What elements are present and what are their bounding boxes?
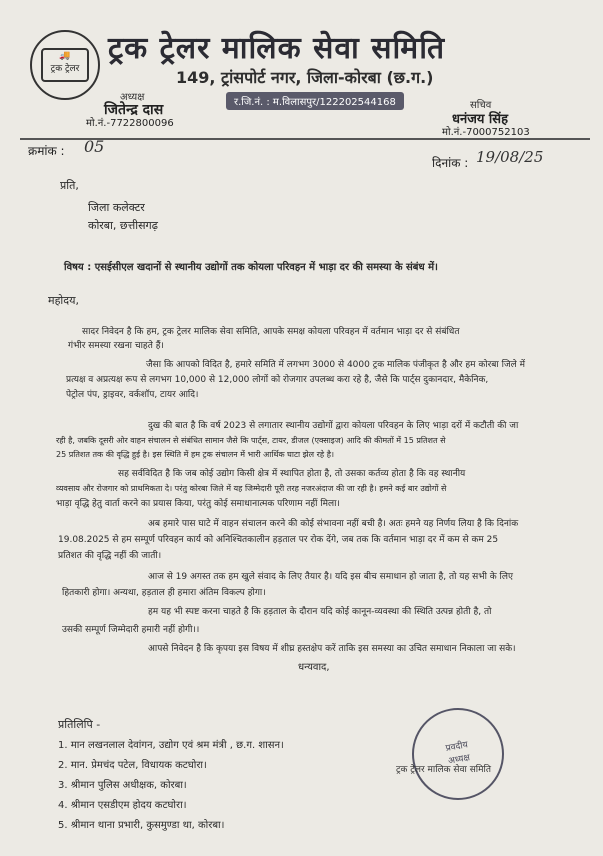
dinank-label: दिनांक : — [432, 156, 469, 170]
copy-to-item: 1. मान लखनलाल देवांगन, उद्योग एवं श्रम मंत्री , छ.ग. शासन। — [58, 740, 284, 751]
body-line: 25 प्रतिशत तक की वृद्धि हुई है। इस स्थिति में हम ट्रक संचालन में भारी आर्थिक घाटा झेल रहे है। — [56, 450, 334, 459]
subject-line: विषय : एसईसीएल खदानों से स्थानीय उद्योगों तक कोयला परिवहन में भाड़ा दर की समस्या के संबंध में। — [64, 262, 438, 273]
body-line: हितकारी होगा। अन्यथा, हड़ताल ही हमारा अंतिम विकल्प होगा। — [62, 588, 266, 598]
kramank-label: क्रमांक : — [28, 144, 65, 158]
body-line: प्रतिशत की वृद्धि नहीं की जाती। — [58, 551, 162, 561]
org-name: ट्रक ट्रेलर मालिक सेवा समिति — [108, 31, 446, 66]
registration-number: र.जि.नं. : म.विलासपुर/122202544168 — [226, 92, 404, 110]
recipient-prati: प्रति, — [60, 179, 79, 192]
body-line: अब हमारे पास घाटे में वाहन संचालन करने की कोई संभावना नहीं बची है। अतः हमने यह निर्णय लिया है कि दिनांक — [148, 519, 519, 529]
org-logo — [30, 30, 100, 100]
truck-logo-icon: 🚚 ट्रक ट्रेलर — [41, 48, 89, 82]
body-line: उसकी सम्पूर्ण जिम्मेदारी हमारी नहीं होगी।। — [62, 625, 200, 635]
body-line: जैसा कि आपको विदित है, हमारे समिति में लगभग 3000 से 4000 ट्रक मालिक पंजीकृत है और हम कोरबा जिले में — [146, 360, 525, 370]
salutation: महोदय, — [48, 294, 79, 307]
copy-to-heading: प्रतिलिपि - — [58, 718, 101, 731]
secretary-mobile: मो.नं.-7000752103 — [442, 127, 530, 138]
body-line: गंभीर समस्या रखना चाहते हैं। — [68, 341, 164, 351]
body-line: भाड़ा वृद्धि हेतु वार्ता करने का प्रयास किया, परंतु कोई समाधानात्मक परिणाम नहीं मिला। — [56, 499, 340, 509]
official-stamp — [405, 701, 512, 808]
stamp-line-2: अध्यक्ष — [447, 753, 471, 767]
org-address: 149, ट्रांसपोर्ट नगर, जिला-कोरबा (छ.ग.) — [176, 68, 434, 87]
stamp-line-1: प्रवदीय — [444, 740, 469, 754]
header-divider — [20, 138, 590, 140]
body-line: 19.08.2025 से हम सम्पूर्ण परिवहन कार्य को अनिश्चितकालीन हड़ताल पर रोक देंगे, जब तक कि वर्तमान भाड़ा दर में कम से कम 25 — [58, 535, 499, 545]
copy-to-item: 5. श्रीमान थाना प्रभारी, कुसमुण्डा था, कोरबा। — [58, 820, 225, 831]
secretary-label: सचिव — [470, 100, 492, 111]
body-line: दुख की बात है कि वर्ष 2023 से लगातार स्थानीय उद्योगों द्वारा कोयला परिवहन के लिए भाड़ा दरों में कटौती की जा — [148, 421, 519, 431]
president-name: जितेन्द्र दास — [104, 102, 164, 118]
closing-thanks: धन्यवाद, — [298, 662, 330, 673]
kramank-value: 05 — [84, 137, 105, 156]
recipient-line-1: जिला कलेक्टर — [88, 201, 145, 214]
copy-to-item: 4. श्रीमान एसडीएम होदय कटघोरा। — [58, 800, 187, 811]
copy-to-item: 3. श्रीमान पुलिस अधीक्षक, कोरबा। — [58, 780, 187, 791]
secretary-name: धनंजय सिंह — [452, 112, 508, 127]
body-line: प्रत्यक्ष व अप्रत्यक्ष रूप से लगभग 10,000 से 12,000 लोगों को रोजगार उपलब्ध करा रहे है, जैसे कि पार्ट्स दुकानदार, मैकेनिक, — [66, 375, 489, 385]
body-line: रही है, जबकि दूसरी ओर वाहन संचालन से संबंधित सामान जैसे कि पार्ट्स, टायर, डीजल (एक्साइज) आदि की कीमतों में 15 प्रतिशत से — [56, 436, 446, 445]
stamp-org-line: ट्रक ट्रेलर मालिक सेवा समिति — [396, 765, 491, 775]
body-line: आज से 19 अगस्त तक हम खुले संवाद के लिए तैयार है। यदि इस बीच समाधान हो जाता है, तो यह सभी के लिए — [148, 572, 513, 582]
body-line: पेट्रोल पंप, ड्राइवर, वर्कशॉप, टायर आदि। — [66, 390, 199, 400]
dinank-value: 19/08/25 — [476, 148, 544, 166]
body-line: आपसे निवेदन है कि कृपया इस विषय में शीघ्र हस्तक्षेप करें ताकि इस समस्या का उचित समाधान निकाला जा सके। — [148, 644, 516, 654]
recipient-line-2: कोरबा, छत्तीसगढ़ — [88, 219, 158, 232]
body-line: हम यह भी स्पष्ट करना चाहते है कि हड़ताल के दौरान यदि कोई कानून-व्यवस्था की स्थिति उत्पन्न होती है, तो — [148, 607, 492, 617]
body-line: सह सर्वविदित है कि जब कोई उद्योग किसी क्षेत्र में स्थापित होता है, तो उसका कर्तव्य होता है कि वह स्थानीय — [118, 469, 466, 479]
copy-to-item: 2. मान. प्रेमचंद पटेल, विधायक कटघोरा। — [58, 760, 207, 771]
body-line: व्यवसाय और रोजगार को प्राथमिकता दे। परंतु कोरबा जिले में यह जिम्मेदारी पूरी तरह नजरअंदाज की जा रही है। हमने कई बार उद्योगों से — [56, 484, 447, 493]
president-label: अध्यक्ष — [120, 92, 145, 103]
body-line: सादर निवेदन है कि हम, ट्रक ट्रेलर मालिक सेवा समिति, आपके समक्ष कोयला परिवहन में वर्तमान भाड़ा दर से संबंधित — [82, 327, 460, 337]
president-mobile: मो.नं.-7722800096 — [86, 118, 174, 129]
